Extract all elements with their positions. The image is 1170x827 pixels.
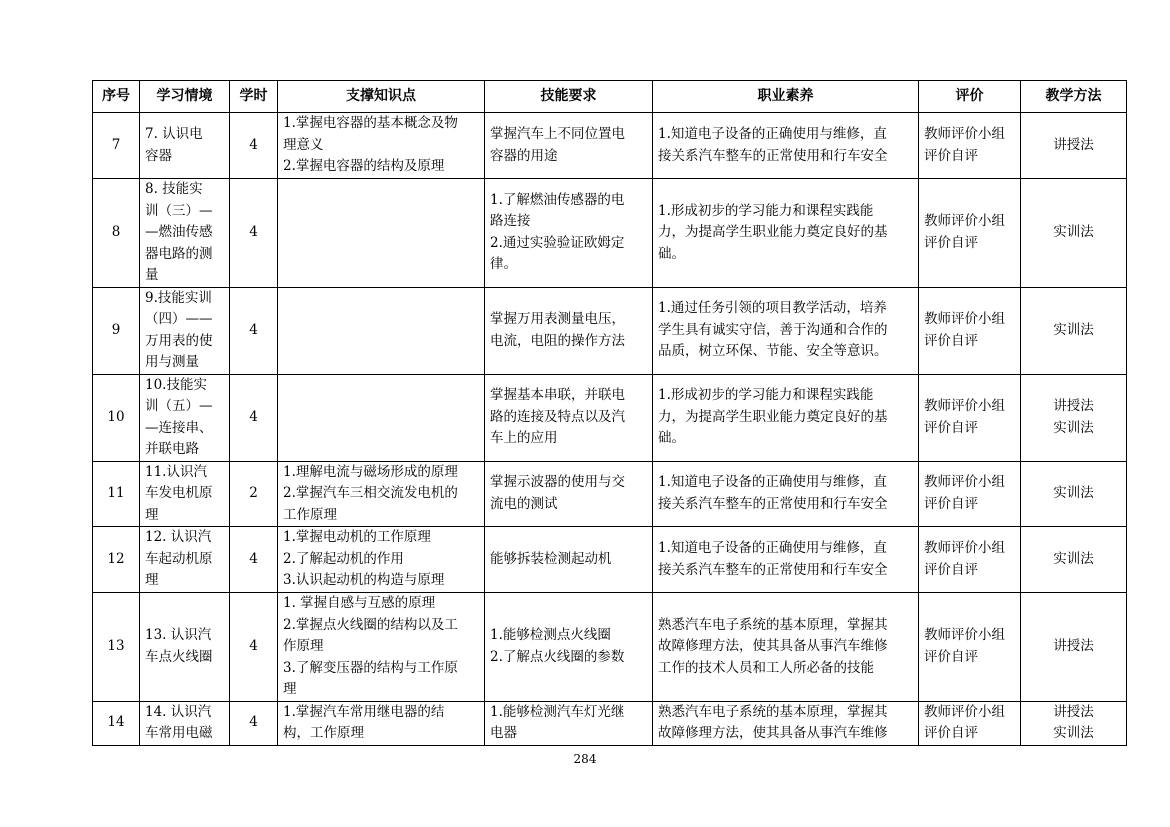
cell-line: 2.通过实验验证欧姆定	[490, 234, 625, 251]
cell-line: 用与测量	[145, 354, 199, 370]
cell-line: 实训法	[1053, 485, 1094, 501]
cell-knowledge	[278, 179, 485, 288]
header-situation: 学习情境	[140, 81, 230, 113]
cell-line: 评价自评	[924, 147, 978, 164]
cell-line: 理	[145, 506, 159, 523]
table-row	[93, 113, 1127, 179]
cell-knowledge	[278, 287, 485, 374]
cell-knowledge	[278, 113, 485, 179]
cell-method	[1021, 113, 1127, 179]
cell-line: 实训法	[1053, 224, 1094, 240]
cell-evaluation	[919, 593, 1021, 702]
cell-line: 讲授法	[1053, 638, 1094, 654]
cell-knowledge	[278, 593, 485, 702]
cell-line: 实训法	[1053, 419, 1094, 436]
cell-line: 教师评价小组	[924, 213, 1005, 230]
cell-line: 力，为提高学生职业能力奠定良好的基	[658, 224, 888, 240]
cell-line: 掌握汽车上不同位置电	[490, 126, 625, 142]
cell-line: 能够拆装检测起动机	[490, 550, 612, 567]
cell-method	[1021, 461, 1127, 527]
cell-line: 路连接	[490, 213, 531, 230]
cell-situation	[140, 287, 230, 374]
cell-line: 1.了解燃油传感器的电	[490, 191, 625, 208]
cell-line: 教师评价小组	[924, 126, 1005, 142]
cell-line: 掌握示波器的使用与交	[490, 474, 625, 491]
cell-method	[1021, 593, 1127, 702]
cell-line: 讲授法	[1053, 398, 1094, 414]
cell-line: 14. 认识汽	[145, 703, 212, 720]
cell-line: 1. 掌握自感与互感的原理	[283, 595, 436, 611]
cell-line: 12. 认识汽	[145, 529, 212, 546]
cell-skills	[485, 527, 653, 593]
cell-line: 11.认识汽	[145, 463, 207, 480]
cell-line: 构，工作原理	[283, 725, 364, 741]
cell-line: 2.掌握电容器的结构及原理	[283, 158, 445, 175]
cell-line: 教师评价小组	[924, 311, 1005, 327]
cell-line: 接关系汽车整车的正常使用和行车安全	[658, 561, 888, 578]
table-row	[93, 179, 1127, 288]
cell-hours: 4	[230, 527, 278, 593]
cell-line: 评价自评	[924, 332, 978, 349]
cell-skills	[485, 593, 653, 702]
cell-no: 14	[93, 701, 140, 745]
cell-line: 讲授法	[1053, 703, 1094, 720]
cell-line: 理	[145, 572, 159, 589]
header-hours: 学时	[230, 81, 278, 113]
cell-line: 实训法	[1053, 321, 1094, 338]
cell-line: 工作原理	[283, 506, 337, 523]
cell-line: 1.通过任务引领的项目教学活动，培养	[658, 300, 887, 317]
cell-line: 教师评价小组	[924, 474, 1005, 491]
cell-line: 教师评价小组	[924, 627, 1005, 644]
cell-line: 力，为提高学生职业能力奠定良好的基	[658, 408, 888, 425]
cell-hours: 4	[230, 179, 278, 288]
cell-line: 13. 认识汽	[145, 627, 212, 644]
cell-line: 1.能够检测汽车灯光继	[490, 703, 625, 720]
cell-hours: 2	[230, 461, 278, 527]
cell-skills	[485, 461, 653, 527]
cell-line: 学生具有诚实守信，善于沟通和合作的	[658, 321, 888, 338]
page-number: 284	[573, 752, 597, 766]
cell-line: 掌握基本串联，并联电	[490, 387, 625, 404]
cell-line: 车起动机原	[145, 550, 213, 567]
cell-knowledge	[278, 701, 485, 745]
cell-line: 1.理解电流与磁场形成的原理	[283, 463, 458, 480]
cell-line: 1.形成初步的学习能力和课程实践能	[658, 202, 874, 219]
header-row	[93, 81, 1127, 113]
cell-line: 1.掌握电动机的工作原理	[283, 529, 431, 546]
cell-line: 故障修理方法，使其具备从事汽车维修	[658, 638, 888, 654]
cell-line: 路的连接及特点以及汽	[490, 408, 625, 425]
cell-line: 容器的用途	[490, 147, 558, 164]
cell-line: 律。	[490, 256, 517, 273]
cell-line: 评价自评	[924, 495, 978, 512]
table-row	[93, 461, 1127, 527]
cell-method	[1021, 287, 1127, 374]
cell-no: 7	[93, 113, 140, 179]
cell-situation	[140, 374, 230, 461]
cell-line: 3.认识起动机的构造与原理	[283, 572, 445, 589]
cell-evaluation	[919, 527, 1021, 593]
cell-line: 并联电路	[145, 441, 199, 457]
header-no: 序号	[93, 81, 140, 113]
cell-situation	[140, 701, 230, 745]
cell-line: 车点火线圈	[145, 648, 213, 665]
cell-line: 1.掌握电容器的基本概念及物	[283, 115, 458, 132]
cell-quality	[653, 287, 919, 374]
curriculum-table	[92, 80, 1127, 746]
cell-quality	[653, 374, 919, 461]
cell-line: 接关系汽车整车的正常使用和行车安全	[658, 147, 888, 164]
table-row	[93, 527, 1127, 593]
cell-no: 9	[93, 287, 140, 374]
cell-line: 础。	[658, 430, 685, 447]
cell-line: 车发电机原	[145, 485, 213, 501]
cell-line: 电器	[490, 725, 517, 741]
cell-line: 讲授法	[1053, 136, 1094, 153]
cell-line: 1.形成初步的学习能力和课程实践能	[658, 387, 874, 404]
cell-line: 车常用电磁	[145, 725, 213, 741]
cell-line: —燃油传感	[145, 224, 213, 240]
cell-hours: 4	[230, 374, 278, 461]
cell-line: 训（三）—	[145, 202, 213, 219]
cell-situation	[140, 593, 230, 702]
cell-line: 流电的测试	[490, 495, 558, 512]
cell-line: 训（五）—	[145, 398, 213, 414]
cell-skills	[485, 374, 653, 461]
cell-hours: 4	[230, 287, 278, 374]
cell-evaluation	[919, 113, 1021, 179]
cell-line: （四）——	[145, 311, 213, 327]
cell-quality	[653, 593, 919, 702]
cell-line: 理意义	[283, 136, 324, 153]
cell-no: 8	[93, 179, 140, 288]
cell-line: 1.知道电子设备的正确使用与维修，直	[658, 540, 887, 556]
header-evaluation: 评价	[919, 81, 1021, 113]
cell-line: —连接串、	[145, 419, 213, 436]
cell-evaluation	[919, 461, 1021, 527]
cell-no: 11	[93, 461, 140, 527]
cell-evaluation	[919, 287, 1021, 374]
cell-quality	[653, 179, 919, 288]
cell-line: 车上的应用	[490, 430, 558, 447]
cell-skills	[485, 113, 653, 179]
cell-line: 电流，电阻的操作方法	[490, 332, 625, 349]
cell-line: 2.掌握点火线圈的结构以及工	[283, 616, 458, 633]
cell-skills	[485, 287, 653, 374]
cell-no: 12	[93, 527, 140, 593]
cell-evaluation	[919, 179, 1021, 288]
cell-line: 器电路的测	[145, 245, 213, 262]
table-row	[93, 287, 1127, 374]
cell-line: 3.了解变压器的结构与工作原	[283, 659, 458, 676]
cell-skills	[485, 701, 653, 745]
cell-line: 评价自评	[924, 234, 978, 251]
header-quality: 职业素养	[653, 81, 919, 113]
cell-line: 9.技能实训	[145, 289, 212, 306]
cell-no: 10	[93, 374, 140, 461]
cell-line: 品质，树立环保、节能、安全等意识。	[658, 343, 888, 360]
cell-line: 评价自评	[924, 648, 978, 665]
cell-line: 量	[145, 267, 159, 283]
header-skills: 技能要求	[485, 81, 653, 113]
cell-line: 熟悉汽车电子系统的基本原理，掌握其	[658, 616, 888, 633]
cell-situation	[140, 527, 230, 593]
header-method: 教学方法	[1021, 81, 1127, 113]
cell-hours: 4	[230, 701, 278, 745]
cell-line: 实训法	[1053, 550, 1094, 567]
cell-line: 容器	[145, 147, 172, 164]
cell-line: 1.能够检测点火线圈	[490, 627, 611, 644]
cell-line: 2.掌握汽车三相交流发电机的	[283, 485, 458, 501]
cell-situation	[140, 461, 230, 527]
cell-quality	[653, 113, 919, 179]
cell-quality	[653, 461, 919, 527]
cell-line: 作原理	[283, 638, 324, 654]
cell-quality	[653, 527, 919, 593]
cell-method	[1021, 179, 1127, 288]
table-row	[93, 374, 1127, 461]
cell-line: 工作的技术人员和工人所必备的技能	[658, 659, 874, 676]
cell-line: 评价自评	[924, 561, 978, 578]
cell-no: 13	[93, 593, 140, 702]
cell-line: 1.掌握汽车常用继电器的结	[283, 703, 445, 720]
cell-line: 掌握万用表测量电压，	[490, 311, 625, 327]
cell-method	[1021, 374, 1127, 461]
cell-evaluation	[919, 701, 1021, 745]
cell-method	[1021, 701, 1127, 745]
cell-line: 础。	[658, 245, 685, 262]
cell-line: 评价自评	[924, 419, 978, 436]
cell-line: 8. 技能实	[145, 181, 203, 197]
cell-line: 理	[283, 681, 297, 697]
cell-line: 1.知道电子设备的正确使用与维修，直	[658, 126, 887, 142]
cell-line: 实训法	[1053, 725, 1094, 741]
cell-line: 教师评价小组	[924, 703, 1005, 720]
header-knowledge: 支撑知识点	[278, 81, 485, 113]
cell-knowledge	[278, 527, 485, 593]
cell-skills	[485, 179, 653, 288]
table-row	[93, 701, 1127, 745]
cell-quality	[653, 701, 919, 745]
cell-method	[1021, 527, 1127, 593]
cell-situation	[140, 179, 230, 288]
cell-knowledge	[278, 461, 485, 527]
cell-line: 万用表的使	[145, 332, 213, 349]
cell-line: 熟悉汽车电子系统的基本原理，掌握其	[658, 703, 888, 720]
cell-situation	[140, 113, 230, 179]
cell-line: 2.了解点火线圈的参数	[490, 648, 625, 665]
cell-hours: 4	[230, 593, 278, 702]
cell-line: 故障修理方法，使其具备从事汽车维修	[658, 725, 888, 741]
table-row	[93, 593, 1127, 702]
cell-line: 教师评价小组	[924, 540, 1005, 556]
cell-line: 教师评价小组	[924, 398, 1005, 414]
cell-line: 10.技能实	[145, 376, 207, 393]
cell-line: 评价自评	[924, 725, 978, 741]
cell-line: 2.了解起动机的作用	[283, 550, 404, 567]
cell-line: 接关系汽车整车的正常使用和行车安全	[658, 495, 888, 512]
cell-line: 7. 认识电	[145, 126, 203, 142]
cell-evaluation	[919, 374, 1021, 461]
cell-line: 1.知道电子设备的正确使用与维修，直	[658, 474, 887, 491]
cell-hours: 4	[230, 113, 278, 179]
cell-knowledge	[278, 374, 485, 461]
